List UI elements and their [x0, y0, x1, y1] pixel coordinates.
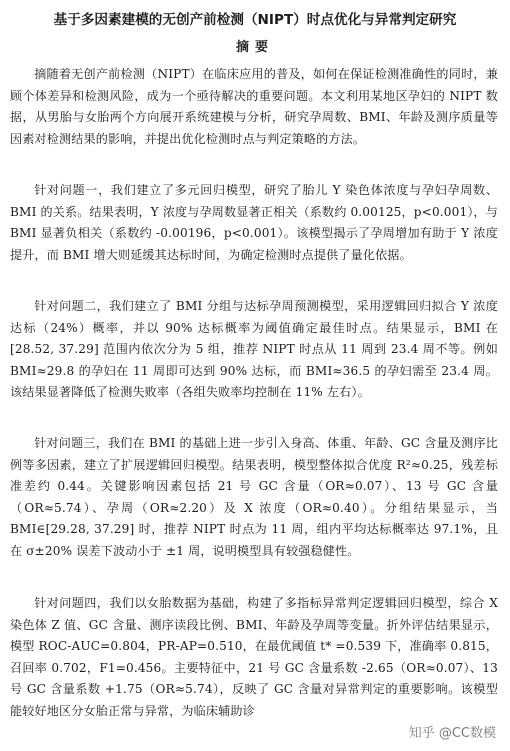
abstract-paragraph-problem-4: 针对问题四，我们以女胎数据为基础，构建了多指标异常判定逻辑回归模型，综合 X 染色体 Z 值、GC 含量、测序读段比例、BMI、年龄及孕周等变量。折外评估结果显示，模型 ROC-AUC=0.804，PR-AP=0.510，在最优阈值 t* =0.539 下，准确率 0.815，召回率 0.702，F1=0.456。主要特征中，21 号 GC 含量系数 -2.65（OR≈0.07）、13 号 GC 含量系数 +1.75（OR≈5.74），反映了 GC 含量对异常判定的重要影响。该模型能较好地区分女胎正常与异常，为临床辅助诊	[10, 596, 498, 718]
abstract-paragraph-problem-1: 针对问题一，我们建立了多元回归模型，研究了胎儿 Y 染色体浓度与孕妇孕周数、BMI 的关系。结果表明，Y 浓度与孕周数显著正相关（系数约 0.00125，p<0.001），与 BMI 显著负相关（系数约 -0.00196，p<0.001）。该模型揭示了孕周增加有助于 Y 浓度提升，而 BMI 增大则延缓其达标时间，为确定检测时点提供了量化依据。	[10, 183, 498, 262]
abstract-paragraph-problem-3: 针对问题三，我们在 BMI 的基础上进一步引入身高、体重、年龄、GC 含量及测序比例等多因素，建立了扩展逻辑回归模型。结果表明，模型整体拟合优度 R²≈0.25，残差标准差约 0.44。关键影响因素包括 21 号 GC 含量（OR≈0.07）、13 号 GC 含量（OR≈5.74）、孕周（OR≈2.20）及 X 浓度（OR≈0.40）。分组结果显示，当 BMI∈[29.28, 37.29] 时，推荐 NIPT 时点为 11 周，组内平均达标概率达 97.1%，且在 σ±20% 误差下波动小于 ±1 周，说明模型具有较强稳健性。	[10, 436, 498, 558]
abstract-heading-text: 摘要	[235, 40, 274, 55]
abstract-heading	[0, 36, 510, 55]
paper-title: 基于多因素建模的无创产前检测（NIPT）时点优化与异常判定研究	[53, 12, 457, 28]
watermark	[409, 722, 496, 741]
abstract-paragraph-intro: 摘随着无创产前检测（NIPT）在临床应用的普及，如何在保证检测准确性的同时，兼顾个体差异和检测风险，成为一个亟待解决的重要问题。本文利用某地区孕妇的 NIPT 数据，从男胎与女胎两个方向展开系统建模与分析，研究孕周数、BMI、年龄及测序质量等因素对检测结果的影响，并提出优化检测时点与判定策略的方法。	[10, 67, 498, 146]
abstract-paragraph-problem-2: 针对问题二，我们建立了 BMI 分组与达标孕周预测模型，采用逻辑回归拟合 Y 浓度达标（24%）概率，并以 90% 达标概率为阈值确定最佳时点。结果显示，BMI 在 [28.52, 37.29] 范围内依次分为 5 组，推荐 NIPT 时点从 11 周到 23.4 周不等。例如 BMI≈29.8 的孕妇在 11 周即可达到 90% 达标，而 BMI≈36.5 的孕妇需至 23.4 周。该结果显著降低了检测失败率（各组失败率均控制在 11% 左右）。	[10, 299, 498, 399]
watermark-text: 知乎 @CC数模	[408, 726, 496, 741]
